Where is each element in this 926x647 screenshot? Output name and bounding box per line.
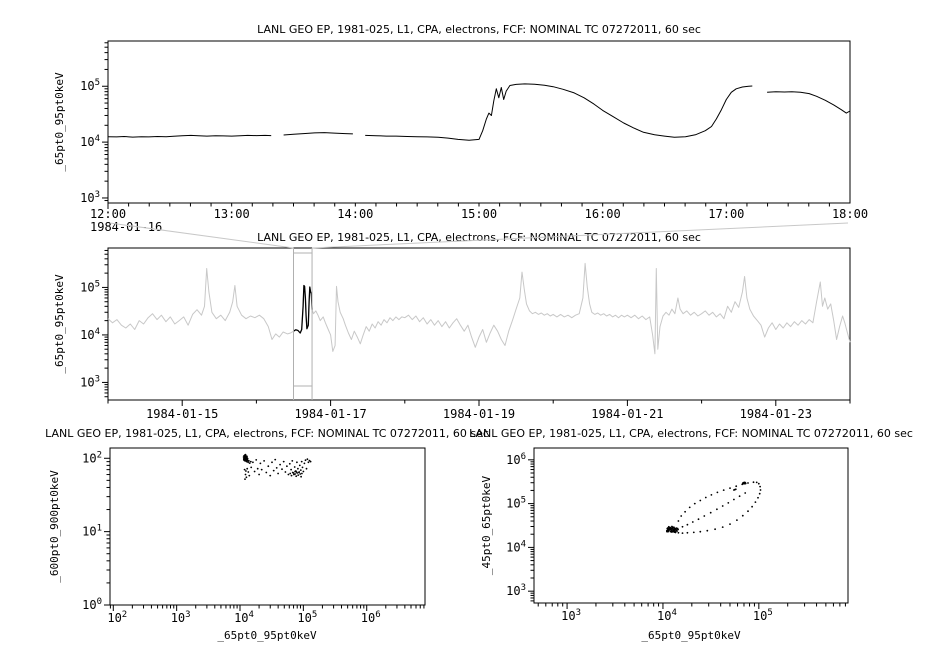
selection-band[interactable] [294,248,313,400]
tick-label: $10^5$ [297,610,318,625]
tick-label: $10^0$ [82,597,102,612]
panel-top [53,23,868,234]
y-axis-unit-label: _600pt0_900pt0keV [48,470,61,583]
y-axis[interactable] [82,450,110,612]
x-axis-unit-label: _65pt0_95pt0keV [217,629,317,642]
plot-frame[interactable] [534,448,848,603]
scatter-points-scatter_600_900 [243,454,312,480]
tick-label: $10^4$ [80,326,100,342]
tick-label: $10^5$ [80,279,100,295]
y-axis[interactable] [80,43,108,205]
tick-label: $10^4$ [506,539,526,555]
y-axis[interactable] [506,452,534,601]
tick-label: $10^2$ [82,450,102,466]
x-axis[interactable] [90,203,868,234]
tick-label: $10^2$ [107,610,128,625]
y-axis-unit-label: _65pt0_95pt0keV [53,274,66,374]
plot-frame[interactable] [108,41,850,203]
tick-label: 1984-01-21 [591,407,664,421]
tick-label: 1984-01-17 [294,407,367,421]
tick-label: 1984-01-23 [739,407,812,421]
plot-frame[interactable] [110,448,425,605]
tick-label: 1984-01-15 [146,407,219,421]
data-trace-context [108,263,850,353]
plot-frame[interactable] [108,248,850,400]
tick-label: 13:00 [213,207,250,221]
x-axis[interactable] [107,605,424,625]
tick-label: $10^5$ [80,78,100,94]
y-axis-unit-label: _45pt0_65pt0keV [480,475,493,576]
tick-label: 16:00 [584,207,621,221]
tick-label: 1984-01-19 [442,407,516,421]
tick-label: $10^3$ [170,610,191,625]
tick-label: 15:00 [460,207,498,221]
tick-label: $10^3$ [506,583,526,599]
x-axis[interactable] [108,400,850,421]
x-axis[interactable] [538,603,845,623]
x-axis-unit-label: _65pt0_95pt0keV [641,629,741,642]
scatter-points-scatter_45_65 [666,481,761,534]
panel-context [53,231,850,421]
tick-label: 18:00 [831,207,869,221]
y-axis[interactable] [80,250,108,396]
tick-label: 17:00 [708,207,745,221]
panel-title: LANL GEO EP, 1981-025, L1, CPA, electrons, FCF: NOMINAL TC 07272011, 60 sec [469,427,913,440]
tick-label: $10^4$ [657,608,677,623]
tick-label: 14:00 [337,207,374,221]
panel-title: LANL GEO EP, 1981-025, L1, CPA, electrons, FCF: NOMINAL TC 07272011, 60 sec [45,427,489,440]
panel-scatter_45_65 [469,427,913,642]
panel-title: LANL GEO EP, 1981-025, L1, CPA, electrons, FCF: NOMINAL TC 07272011, 60 sec [257,23,701,36]
data-trace-top [108,84,850,140]
tick-label: $10^3$ [80,189,100,205]
tick-label: $10^5$ [506,495,526,511]
tick-label: $10^3$ [80,374,100,390]
tick-label: $10^4$ [80,134,100,150]
axis-context-date: 1984-01-16 [90,220,163,234]
tick-label: $10^4$ [234,610,254,625]
panel-title: LANL GEO EP, 1981-025, L1, CPA, electrons, FCF: NOMINAL TC 07272011, 60 sec [257,231,701,244]
highlighted-trace [294,286,313,334]
panel-scatter_600_900 [45,427,489,642]
tick-label: $10^3$ [561,608,582,623]
tick-label: $10^1$ [82,523,102,539]
tick-label: $10^6$ [506,451,526,467]
tick-label: $10^6$ [360,610,381,625]
y-axis-unit-label: _65pt0_95pt0keV [53,72,66,172]
tick-label: $10^5$ [752,608,773,623]
tick-label: 12:00 [89,207,127,221]
